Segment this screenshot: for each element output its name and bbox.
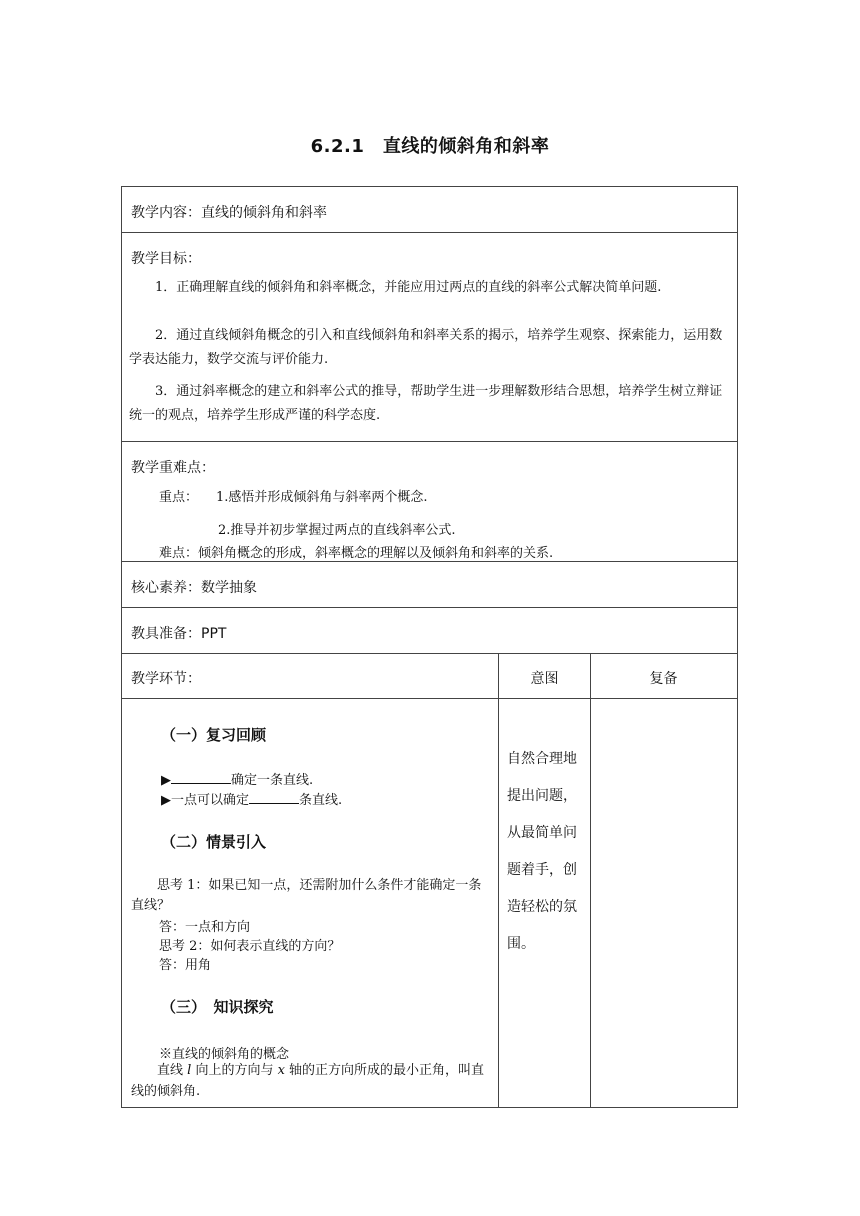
intent-header: 意图 xyxy=(530,671,559,687)
def-part-c: 轴的正方向所成的最小正角，叫直线的倾斜角. xyxy=(131,1063,485,1099)
table-border-left xyxy=(121,186,122,1108)
tools-row xyxy=(131,623,226,643)
intro-answer-1: 答：一点和方向 xyxy=(159,920,251,935)
def-part-b: 向上的方向与 xyxy=(191,1063,278,1078)
row-divider xyxy=(121,561,738,562)
inclination-definition xyxy=(131,1060,491,1102)
section-intro-heading: （二）情景引入 xyxy=(161,833,267,851)
section-review-heading: （一）复习回顾 xyxy=(161,726,267,744)
table-border-right xyxy=(737,186,738,1108)
fill-blank xyxy=(249,791,299,804)
row-divider xyxy=(121,698,738,699)
intro-question-1: 思考 1：如果已知一点，还需附加什么条件才能确定一条直线？ xyxy=(131,878,482,913)
key-item-1: 1.感悟并形成倾斜角与斜率两个概念. xyxy=(216,490,428,505)
def-var-x: x xyxy=(277,1063,285,1078)
explore-subheading: ※直线的倾斜角的概念 xyxy=(159,1047,290,1062)
objective-item-2: 2．通过直线倾斜角概念的引入和直线倾斜角和斜率关系的揭示，培养学生观察、探索能力，运用数学表达能力，数学交流与评价能力. xyxy=(129,328,723,367)
content-row xyxy=(131,202,327,222)
key-label: 重点： xyxy=(159,490,199,505)
literacy-value: 数学抽象 xyxy=(201,580,257,596)
section-explore-heading: （三） 知识探究 xyxy=(161,998,274,1016)
table-border-bottom xyxy=(121,1107,738,1108)
literacy-label: 核心素养： xyxy=(131,580,201,596)
def-var-l: l xyxy=(187,1063,192,1078)
review-line-1 xyxy=(161,769,313,788)
row-divider xyxy=(121,607,738,608)
intro-answer-2: 答：用角 xyxy=(159,958,212,973)
def-part-a: 直线 xyxy=(157,1063,188,1078)
intent-text: 自然合理地提出问题，从最简单问题着手，创造轻松的氛围。 xyxy=(507,751,577,952)
intro-question-2: 思考 2：如何表示直线的方向？ xyxy=(159,939,341,954)
lesson-plan-table xyxy=(121,186,738,1108)
review-line-2 xyxy=(161,789,342,808)
tools-label: 教具准备： xyxy=(131,626,201,642)
fill-blank xyxy=(171,771,231,784)
difficulty: 难点：倾斜角概念的形成，斜率概念的理解以及倾斜角和斜率的关系. xyxy=(159,546,554,561)
content-value: 直线的倾斜角和斜率 xyxy=(201,205,327,221)
column-divider xyxy=(590,653,591,1108)
content-label: 教学内容： xyxy=(131,205,201,221)
keypoints-label: 教学重难点： xyxy=(131,460,215,476)
key-item-2: 2.推导并初步掌握过两点的直线斜率公式. xyxy=(218,523,456,538)
column-divider xyxy=(498,653,499,1108)
page-title: 6.2.1 直线的倾斜角和斜率 xyxy=(310,136,550,157)
row-divider xyxy=(121,232,738,233)
table-border-top xyxy=(121,186,738,187)
review-line-1-suffix: 确定一条直线. xyxy=(231,773,314,788)
literacy-row xyxy=(131,577,257,597)
review-line-2-suffix: 条直线. xyxy=(299,793,343,808)
row-divider xyxy=(121,653,738,654)
tools-value: PPT xyxy=(201,626,227,642)
row-divider xyxy=(121,441,738,442)
objectives-label: 教学目标： xyxy=(131,251,201,267)
review-line-1-prefix: ▶ xyxy=(161,773,171,788)
review-line-2-prefix: ▶一点可以确定 xyxy=(161,793,249,808)
objective-item-1: 1．正确理解直线的倾斜角和斜率概念，并能应用过两点的直线的斜率公式解决简单问题. xyxy=(155,280,662,295)
prep-header: 复备 xyxy=(649,671,678,687)
objective-item-3: 3．通过斜率概念的建立和斜率公式的推导，帮助学生进一步理解数形结合思想，培养学生树立辩证统一的观点，培养学生形成严谨的科学态度. xyxy=(129,384,723,423)
steps-header: 教学环节： xyxy=(131,671,201,687)
